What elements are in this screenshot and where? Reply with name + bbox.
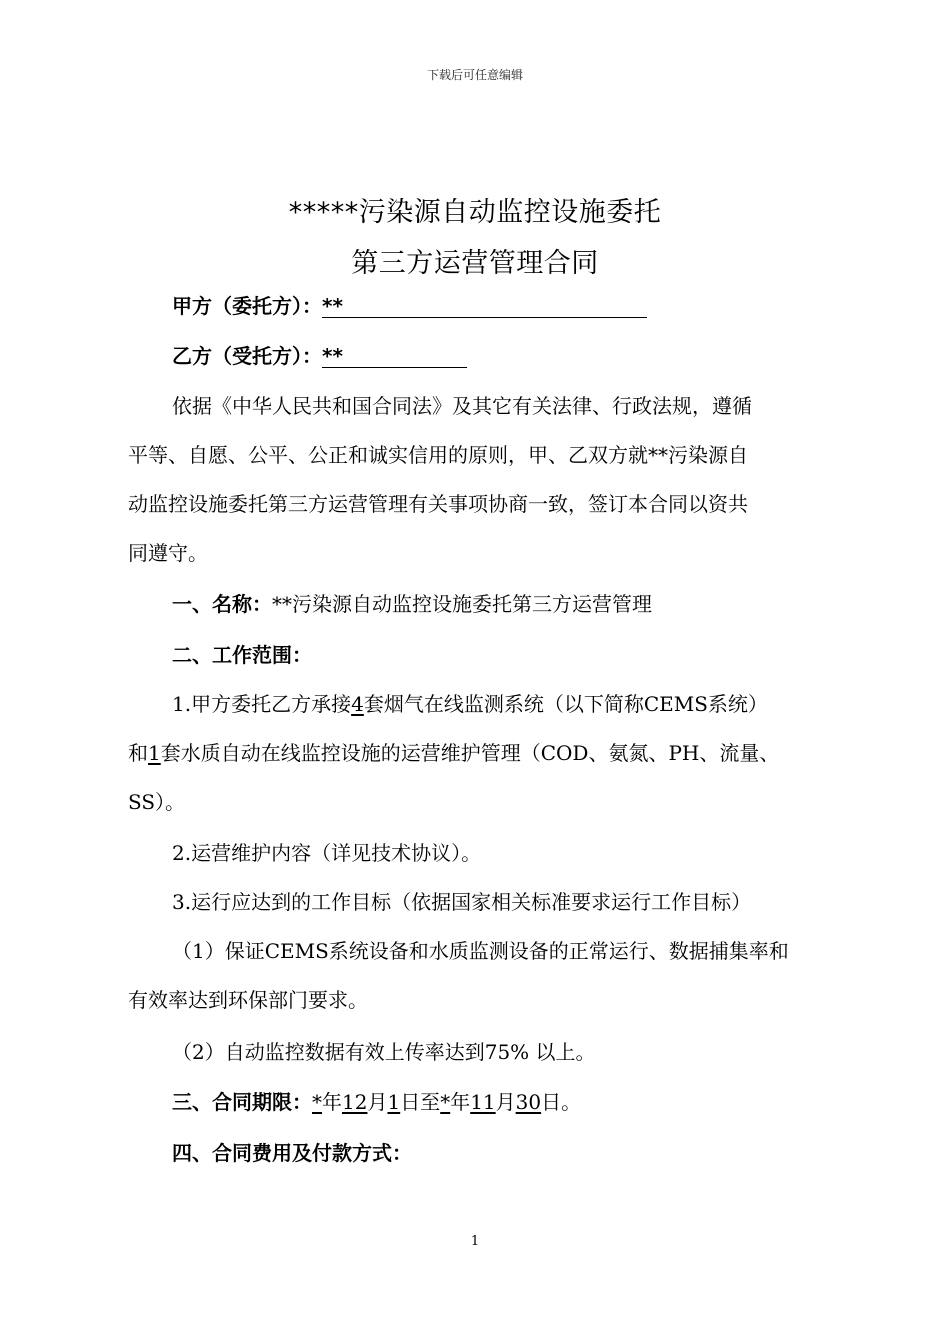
year-char-2: 年 xyxy=(450,1090,471,1114)
section-2-heading: 二、工作范围： xyxy=(172,643,312,667)
party-a-field: ** xyxy=(322,295,647,318)
scope-item-1-line-1 xyxy=(172,691,892,717)
end-year: * xyxy=(440,1090,451,1114)
section-3-heading: 三、合同期限： xyxy=(172,1090,312,1114)
scope-item-1-line-3: SS）。 xyxy=(128,790,186,814)
water-count: 1 xyxy=(148,741,161,765)
goal-2: （2）自动监控数据有效上传率达到75% 以上。 xyxy=(172,1040,596,1064)
year-char-1: 年 xyxy=(322,1090,342,1114)
end-day: 30 xyxy=(515,1090,542,1114)
day-to-char: 日至 xyxy=(400,1090,441,1114)
section-1-row xyxy=(172,591,892,617)
section-1-text: **污染源自动监控设施委托第三方运营管理 xyxy=(272,592,652,616)
section-3-row xyxy=(172,1089,892,1115)
goal-1-line-2: 有效率达到环保部门要求。 xyxy=(128,988,368,1012)
party-b-label: 乙方（受托方）： xyxy=(172,344,322,368)
party-b-field: ** xyxy=(322,345,467,368)
month-char-1: 月 xyxy=(367,1090,388,1114)
scope-item-3: 3.运行应达到的工作目标（依据国家相关标准要求运行工作目标） xyxy=(172,890,752,914)
intro-line-4: 同遵守。 xyxy=(128,541,208,565)
scope-item-1-text-c: 和 xyxy=(128,741,148,765)
party-a-label: 甲方（委托方）： xyxy=(172,294,322,318)
page-header: 下载后可任意编辑 xyxy=(426,68,523,82)
start-year: * xyxy=(312,1090,322,1114)
start-month: 12 xyxy=(342,1090,368,1114)
cems-count: 4 xyxy=(351,692,364,716)
section-1-heading: 一、名称： xyxy=(172,592,272,616)
party-a-row xyxy=(172,293,892,319)
party-b-row xyxy=(172,343,892,369)
scope-item-1-text-b: 套烟气在线监测系统（以下简称CEMS系统） xyxy=(363,692,768,716)
goal-1-line-1: （1）保证CEMS系统设备和水质监测设备的正常运行、数据捕集率和 xyxy=(172,939,789,963)
intro-line-2: 平等、自愿、公平、公正和诚实信用的原则，甲、乙双方就**污染源自 xyxy=(128,443,748,467)
start-day: 1 xyxy=(387,1090,401,1114)
end-month: 11 xyxy=(470,1090,496,1114)
page-number: 1 xyxy=(470,1234,480,1249)
section-4-heading: 四、合同费用及付款方式： xyxy=(172,1141,412,1165)
scope-item-2: 2.运营维护内容（详见技术协议）。 xyxy=(172,841,482,865)
intro-line-3: 动监控设施委托第三方运营管理有关事项协商一致，签订本合同以资共 xyxy=(128,492,748,516)
scope-item-1-text-d: 套水质自动在线监控设施的运营维护管理（COD、氨氮、PH、流量、 xyxy=(160,741,780,765)
contract-title-line2: 第三方运营管理合同 xyxy=(351,248,599,279)
scope-item-1-line-2 xyxy=(128,740,848,766)
month-char-2: 月 xyxy=(495,1090,516,1114)
scope-item-1-text-a: 1.甲方委托乙方承接 xyxy=(172,692,352,716)
day-char-2: 日。 xyxy=(541,1090,582,1114)
contract-title-line1: *****污染源自动监控设施委托 xyxy=(288,197,662,228)
intro-line-1: 依据《中华人民共和国合同法》及其它有关法律、行政法规，遵循 xyxy=(172,394,752,418)
